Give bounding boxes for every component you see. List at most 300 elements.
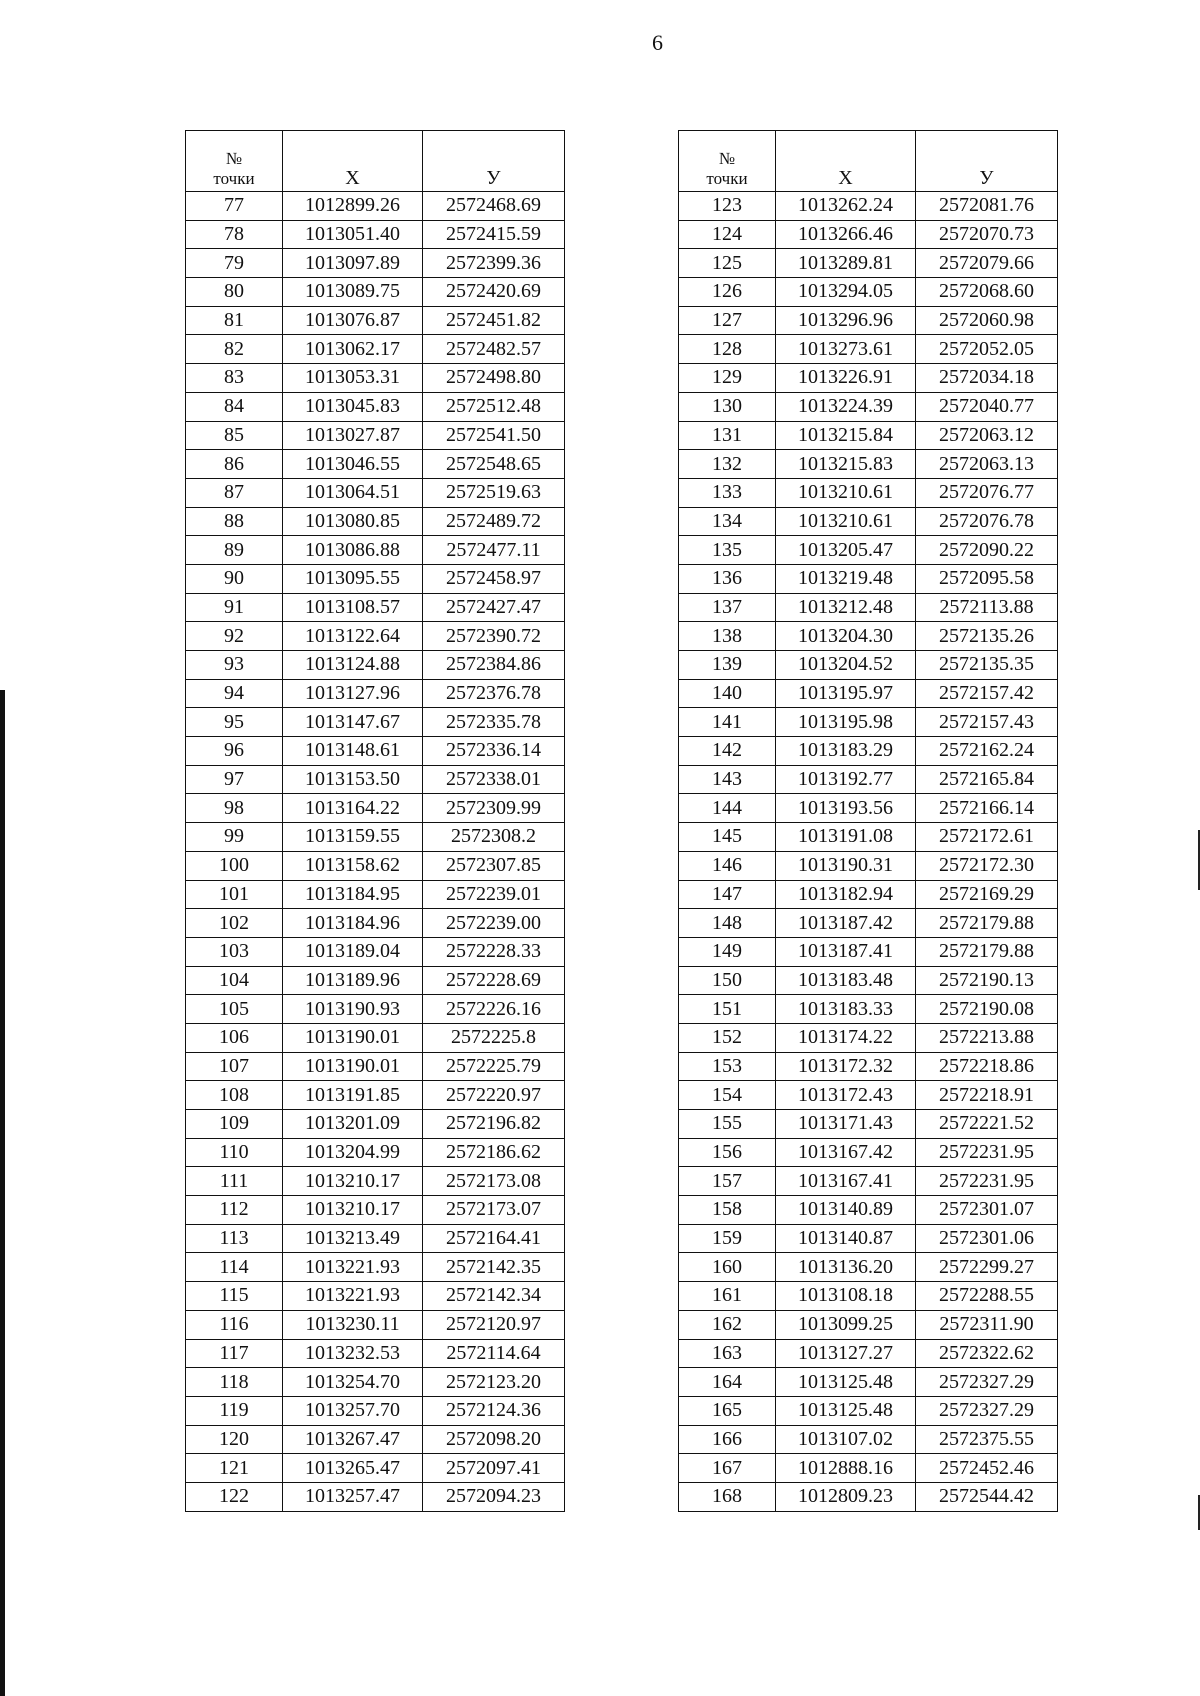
point-number-symbol: № — [225, 149, 243, 168]
x-cell: 1013107.02 — [776, 1425, 916, 1454]
table-row — [186, 1425, 565, 1454]
x-cell: 1013095.55 — [283, 564, 423, 593]
y-cell: 2572512.48 — [423, 392, 565, 421]
y-cell: 2572239.00 — [423, 909, 565, 938]
y-cell: 2572452.46 — [916, 1454, 1058, 1483]
point-number-cell: 133 — [679, 478, 776, 507]
x-cell: 1013262.24 — [776, 192, 916, 221]
point-number-cell: 124 — [679, 220, 776, 249]
y-cell: 2572095.58 — [916, 564, 1058, 593]
y-cell: 2572135.35 — [916, 651, 1058, 680]
y-cell: 2572179.88 — [916, 909, 1058, 938]
table-row — [186, 1454, 565, 1483]
table-row — [679, 909, 1058, 938]
point-number-cell: 163 — [679, 1339, 776, 1368]
point-number-cell: 126 — [679, 278, 776, 307]
x-cell: 1013147.67 — [283, 708, 423, 737]
x-cell: 1013210.61 — [776, 507, 916, 536]
point-number-cell: 81 — [186, 306, 283, 335]
point-number-cell: 162 — [679, 1310, 776, 1339]
table-row — [679, 507, 1058, 536]
table-row — [679, 1167, 1058, 1196]
y-cell: 2572468.69 — [423, 192, 565, 221]
x-cell: 1013148.61 — [283, 737, 423, 766]
table-row — [186, 1081, 565, 1110]
y-cell: 2572228.69 — [423, 966, 565, 995]
y-cell: 2572327.29 — [916, 1396, 1058, 1425]
table-row — [186, 536, 565, 565]
point-number-cell: 151 — [679, 995, 776, 1024]
point-number-symbol: № — [718, 149, 736, 168]
table-header-row — [679, 131, 1058, 192]
point-number-cell: 146 — [679, 851, 776, 880]
y-cell: 2572451.82 — [423, 306, 565, 335]
point-number-cell: 94 — [186, 679, 283, 708]
point-number-cell: 152 — [679, 1023, 776, 1052]
x-cell: 1013159.55 — [283, 823, 423, 852]
table-row — [679, 564, 1058, 593]
table-row — [186, 651, 565, 680]
y-cell: 2572190.13 — [916, 966, 1058, 995]
x-cell: 1013125.48 — [776, 1368, 916, 1397]
table-row — [679, 478, 1058, 507]
point-number-cell: 156 — [679, 1138, 776, 1167]
table-row — [679, 880, 1058, 909]
point-number-cell: 136 — [679, 564, 776, 593]
table-row — [186, 1052, 565, 1081]
point-number-cell: 97 — [186, 765, 283, 794]
y-cell: 2572173.07 — [423, 1196, 565, 1225]
y-cell: 2572231.95 — [916, 1138, 1058, 1167]
table-row — [679, 937, 1058, 966]
point-number-cell: 85 — [186, 421, 283, 450]
y-cell: 2572228.33 — [423, 937, 565, 966]
x-cell: 1012888.16 — [776, 1454, 916, 1483]
y-cell: 2572231.95 — [916, 1167, 1058, 1196]
table-row — [186, 937, 565, 966]
table-row — [679, 306, 1058, 335]
table-row — [679, 1224, 1058, 1253]
point-number-cell: 88 — [186, 507, 283, 536]
table-row — [679, 1138, 1058, 1167]
table-row — [679, 622, 1058, 651]
point-number-cell: 123 — [679, 192, 776, 221]
y-cell: 2572226.16 — [423, 995, 565, 1024]
table-row — [679, 737, 1058, 766]
y-cell: 2572477.11 — [423, 536, 565, 565]
y-cell: 2572309.99 — [423, 794, 565, 823]
x-cell: 1013230.11 — [283, 1310, 423, 1339]
point-number-cell: 99 — [186, 823, 283, 852]
point-number-cell: 155 — [679, 1110, 776, 1139]
table-row — [679, 392, 1058, 421]
table-row — [186, 306, 565, 335]
x-cell: 1013127.96 — [283, 679, 423, 708]
x-header: X — [776, 131, 916, 192]
x-cell: 1013215.84 — [776, 421, 916, 450]
y-cell: 2572113.88 — [916, 593, 1058, 622]
table-row — [186, 1339, 565, 1368]
table-row — [679, 995, 1058, 1024]
y-cell: 2572186.62 — [423, 1138, 565, 1167]
y-cell: 2572034.18 — [916, 364, 1058, 393]
x-cell: 1013221.93 — [283, 1253, 423, 1282]
point-number-cell: 91 — [186, 593, 283, 622]
table-row — [679, 966, 1058, 995]
x-cell: 1013210.61 — [776, 478, 916, 507]
table-row — [679, 651, 1058, 680]
point-number-cell: 165 — [679, 1396, 776, 1425]
point-number-cell: 160 — [679, 1253, 776, 1282]
point-number-cell: 109 — [186, 1110, 283, 1139]
table-row — [679, 220, 1058, 249]
y-cell: 2572489.72 — [423, 507, 565, 536]
point-number-cell: 105 — [186, 995, 283, 1024]
point-number-cell: 145 — [679, 823, 776, 852]
point-number-cell: 116 — [186, 1310, 283, 1339]
x-cell: 1013053.31 — [283, 364, 423, 393]
x-cell: 1013226.91 — [776, 364, 916, 393]
y-cell: 2572157.43 — [916, 708, 1058, 737]
point-number-cell: 129 — [679, 364, 776, 393]
x-cell: 1013201.09 — [283, 1110, 423, 1139]
y-cell: 2572548.65 — [423, 450, 565, 479]
table-row — [679, 823, 1058, 852]
y-cell: 2572040.77 — [916, 392, 1058, 421]
point-number-cell: 103 — [186, 937, 283, 966]
point-number-cell: 80 — [186, 278, 283, 307]
x-cell: 1013046.55 — [283, 450, 423, 479]
table-row — [679, 765, 1058, 794]
table-row — [186, 564, 565, 593]
x-cell: 1013294.05 — [776, 278, 916, 307]
table-row — [186, 507, 565, 536]
table-row — [186, 421, 565, 450]
table-row — [679, 708, 1058, 737]
point-number-word: точки — [213, 169, 255, 188]
x-cell: 1013174.22 — [776, 1023, 916, 1052]
y-cell: 2572399.36 — [423, 249, 565, 278]
y-cell: 2572301.07 — [916, 1196, 1058, 1225]
point-number-cell: 95 — [186, 708, 283, 737]
x-cell: 1013183.29 — [776, 737, 916, 766]
table-row — [186, 192, 565, 221]
y-cell: 2572390.72 — [423, 622, 565, 651]
point-number-cell: 159 — [679, 1224, 776, 1253]
y-cell: 2572225.8 — [423, 1023, 565, 1052]
y-cell: 2572420.69 — [423, 278, 565, 307]
y-cell: 2572213.88 — [916, 1023, 1058, 1052]
table-row — [186, 1167, 565, 1196]
table-row — [679, 1282, 1058, 1311]
table-row — [186, 278, 565, 307]
table-row — [186, 1282, 565, 1311]
table-row — [679, 450, 1058, 479]
point-number-cell: 139 — [679, 651, 776, 680]
table-row — [679, 1454, 1058, 1483]
coordinates-table-right-body — [679, 192, 1058, 1512]
y-cell: 2572063.12 — [916, 421, 1058, 450]
y-cell: 2572458.97 — [423, 564, 565, 593]
y-cell: 2572327.29 — [916, 1368, 1058, 1397]
table-row — [679, 1425, 1058, 1454]
x-cell: 1013184.95 — [283, 880, 423, 909]
point-number-cell: 100 — [186, 851, 283, 880]
x-cell: 1013257.70 — [283, 1396, 423, 1425]
table-row — [186, 995, 565, 1024]
x-cell: 1013204.30 — [776, 622, 916, 651]
coordinates-table-right — [678, 130, 1058, 1512]
point-number-cell: 149 — [679, 937, 776, 966]
point-number-header — [186, 131, 283, 192]
x-cell: 1013187.42 — [776, 909, 916, 938]
x-cell: 1013265.47 — [283, 1454, 423, 1483]
point-number-cell: 157 — [679, 1167, 776, 1196]
x-cell: 1013171.43 — [776, 1110, 916, 1139]
point-number-cell: 150 — [679, 966, 776, 995]
x-cell: 1013212.48 — [776, 593, 916, 622]
x-cell: 1013108.57 — [283, 593, 423, 622]
x-cell: 1013189.04 — [283, 937, 423, 966]
y-cell: 2572225.79 — [423, 1052, 565, 1081]
y-cell: 2572090.22 — [916, 536, 1058, 565]
y-cell: 2572190.08 — [916, 995, 1058, 1024]
y-cell: 2572336.14 — [423, 737, 565, 766]
y-cell: 2572135.26 — [916, 622, 1058, 651]
point-number-cell: 98 — [186, 794, 283, 823]
page-number: 6 — [652, 30, 663, 55]
y-cell: 2572165.84 — [916, 765, 1058, 794]
x-cell: 1013215.83 — [776, 450, 916, 479]
x-cell: 1013183.33 — [776, 995, 916, 1024]
point-number-cell: 101 — [186, 880, 283, 909]
x-cell: 1013136.20 — [776, 1253, 916, 1282]
x-cell: 1013267.47 — [283, 1425, 423, 1454]
point-number-cell: 153 — [679, 1052, 776, 1081]
point-number-cell: 138 — [679, 622, 776, 651]
table-row — [679, 249, 1058, 278]
point-number-cell: 83 — [186, 364, 283, 393]
point-number-cell: 108 — [186, 1081, 283, 1110]
point-number-cell: 118 — [186, 1368, 283, 1397]
x-cell: 1013266.46 — [776, 220, 916, 249]
point-number-cell: 92 — [186, 622, 283, 651]
y-cell: 2572114.64 — [423, 1339, 565, 1368]
x-cell: 1013086.88 — [283, 536, 423, 565]
y-cell: 2572308.2 — [423, 823, 565, 852]
table-row — [186, 1138, 565, 1167]
x-cell: 1013027.87 — [283, 421, 423, 450]
x-cell: 1013190.93 — [283, 995, 423, 1024]
y-cell: 2572375.55 — [916, 1425, 1058, 1454]
y-cell: 2572142.34 — [423, 1282, 565, 1311]
point-number-cell: 132 — [679, 450, 776, 479]
point-number-cell: 167 — [679, 1454, 776, 1483]
table-row — [186, 593, 565, 622]
y-cell: 2572169.29 — [916, 880, 1058, 909]
table-row — [679, 364, 1058, 393]
y-cell: 2572415.59 — [423, 220, 565, 249]
x-cell: 1013108.18 — [776, 1282, 916, 1311]
table-row — [186, 220, 565, 249]
x-cell: 1013051.40 — [283, 220, 423, 249]
point-number-cell: 122 — [186, 1482, 283, 1511]
x-cell: 1013089.75 — [283, 278, 423, 307]
point-number-cell: 141 — [679, 708, 776, 737]
y-cell: 2572482.57 — [423, 335, 565, 364]
point-number-cell: 134 — [679, 507, 776, 536]
point-number-cell: 77 — [186, 192, 283, 221]
y-cell: 2572173.08 — [423, 1167, 565, 1196]
x-cell: 1013195.98 — [776, 708, 916, 737]
y-cell: 2572179.88 — [916, 937, 1058, 966]
y-cell: 2572427.47 — [423, 593, 565, 622]
x-cell: 1013204.99 — [283, 1138, 423, 1167]
point-number-cell: 104 — [186, 966, 283, 995]
x-cell: 1013140.87 — [776, 1224, 916, 1253]
x-cell: 1013213.49 — [283, 1224, 423, 1253]
table-row — [679, 1110, 1058, 1139]
x-cell: 1013204.52 — [776, 651, 916, 680]
x-cell: 1012899.26 — [283, 192, 423, 221]
point-number-cell: 93 — [186, 651, 283, 680]
y-cell: 2572162.24 — [916, 737, 1058, 766]
point-number-cell: 110 — [186, 1138, 283, 1167]
table-row — [186, 1310, 565, 1339]
table-row — [186, 1196, 565, 1225]
x-cell: 1013184.96 — [283, 909, 423, 938]
point-number-cell: 96 — [186, 737, 283, 766]
x-cell: 1013193.56 — [776, 794, 916, 823]
x-cell: 1013192.77 — [776, 765, 916, 794]
point-number-cell: 135 — [679, 536, 776, 565]
point-number-cell: 119 — [186, 1396, 283, 1425]
point-number-cell: 164 — [679, 1368, 776, 1397]
y-cell: 2572519.63 — [423, 478, 565, 507]
point-number-cell: 111 — [186, 1167, 283, 1196]
table-row — [186, 880, 565, 909]
point-number-cell: 89 — [186, 536, 283, 565]
y-cell: 2572307.85 — [423, 851, 565, 880]
y-cell: 2572218.86 — [916, 1052, 1058, 1081]
point-number-cell: 84 — [186, 392, 283, 421]
x-cell: 1013097.89 — [283, 249, 423, 278]
table-row — [679, 1310, 1058, 1339]
x-cell: 1013099.25 — [776, 1310, 916, 1339]
table-row — [186, 1224, 565, 1253]
table-row — [186, 1368, 565, 1397]
x-cell: 1013167.41 — [776, 1167, 916, 1196]
point-number-cell: 158 — [679, 1196, 776, 1225]
y-cell: 2572052.05 — [916, 335, 1058, 364]
x-cell: 1013289.81 — [776, 249, 916, 278]
y-cell: 2572384.86 — [423, 651, 565, 680]
table-row — [679, 278, 1058, 307]
x-cell: 1013190.01 — [283, 1023, 423, 1052]
point-number-cell: 148 — [679, 909, 776, 938]
y-cell: 2572322.62 — [916, 1339, 1058, 1368]
x-cell: 1013232.53 — [283, 1339, 423, 1368]
point-number-cell: 127 — [679, 306, 776, 335]
point-number-cell: 113 — [186, 1224, 283, 1253]
x-cell: 1013182.94 — [776, 880, 916, 909]
y-cell: 2572142.35 — [423, 1253, 565, 1282]
table-row — [186, 478, 565, 507]
table-row — [186, 335, 565, 364]
x-cell: 1013210.17 — [283, 1167, 423, 1196]
table-row — [679, 1396, 1058, 1425]
y-cell: 2572338.01 — [423, 765, 565, 794]
x-cell: 1013191.85 — [283, 1081, 423, 1110]
table-row — [679, 1482, 1058, 1511]
x-cell: 1013172.43 — [776, 1081, 916, 1110]
x-cell: 1013191.08 — [776, 823, 916, 852]
table-row — [186, 909, 565, 938]
point-number-cell: 154 — [679, 1081, 776, 1110]
y-cell: 2572239.01 — [423, 880, 565, 909]
table-row — [679, 192, 1058, 221]
table-row — [679, 851, 1058, 880]
table-row — [186, 1482, 565, 1511]
coordinates-table-left — [185, 130, 565, 1512]
y-cell: 2572335.78 — [423, 708, 565, 737]
y-cell: 2572166.14 — [916, 794, 1058, 823]
point-number-cell: 125 — [679, 249, 776, 278]
point-number-cell: 131 — [679, 421, 776, 450]
x-cell: 1013172.32 — [776, 1052, 916, 1081]
x-cell: 1013183.48 — [776, 966, 916, 995]
x-cell: 1013167.42 — [776, 1138, 916, 1167]
point-number-word: точки — [706, 169, 748, 188]
x-cell: 1013273.61 — [776, 335, 916, 364]
y-cell: 2572498.80 — [423, 364, 565, 393]
table-row — [186, 1396, 565, 1425]
y-cell: 2572076.77 — [916, 478, 1058, 507]
table-row — [679, 536, 1058, 565]
point-number-cell: 120 — [186, 1425, 283, 1454]
point-number-cell: 147 — [679, 880, 776, 909]
y-cell: 2572120.97 — [423, 1310, 565, 1339]
y-cell: 2572311.90 — [916, 1310, 1058, 1339]
table-row — [679, 421, 1058, 450]
y-cell: 2572172.30 — [916, 851, 1058, 880]
table-row — [186, 823, 565, 852]
x-cell: 1013045.83 — [283, 392, 423, 421]
y-cell: 2572196.82 — [423, 1110, 565, 1139]
table-row — [186, 737, 565, 766]
table-row — [186, 392, 565, 421]
coordinates-table-left-body — [186, 192, 565, 1512]
x-cell: 1013124.88 — [283, 651, 423, 680]
y-cell: 2572123.20 — [423, 1368, 565, 1397]
table-row — [186, 679, 565, 708]
table-row — [186, 450, 565, 479]
x-cell: 1013064.51 — [283, 478, 423, 507]
table-row — [186, 249, 565, 278]
y-cell: 2572172.61 — [916, 823, 1058, 852]
table-row — [679, 1023, 1058, 1052]
y-cell: 2572218.91 — [916, 1081, 1058, 1110]
x-cell: 1013210.17 — [283, 1196, 423, 1225]
y-cell: 2572299.27 — [916, 1253, 1058, 1282]
y-cell: 2572541.50 — [423, 421, 565, 450]
point-number-cell: 87 — [186, 478, 283, 507]
table-row — [679, 1253, 1058, 1282]
y-cell: 2572164.41 — [423, 1224, 565, 1253]
table-row — [679, 1339, 1058, 1368]
x-cell: 1013153.50 — [283, 765, 423, 794]
x-cell: 1013122.64 — [283, 622, 423, 651]
